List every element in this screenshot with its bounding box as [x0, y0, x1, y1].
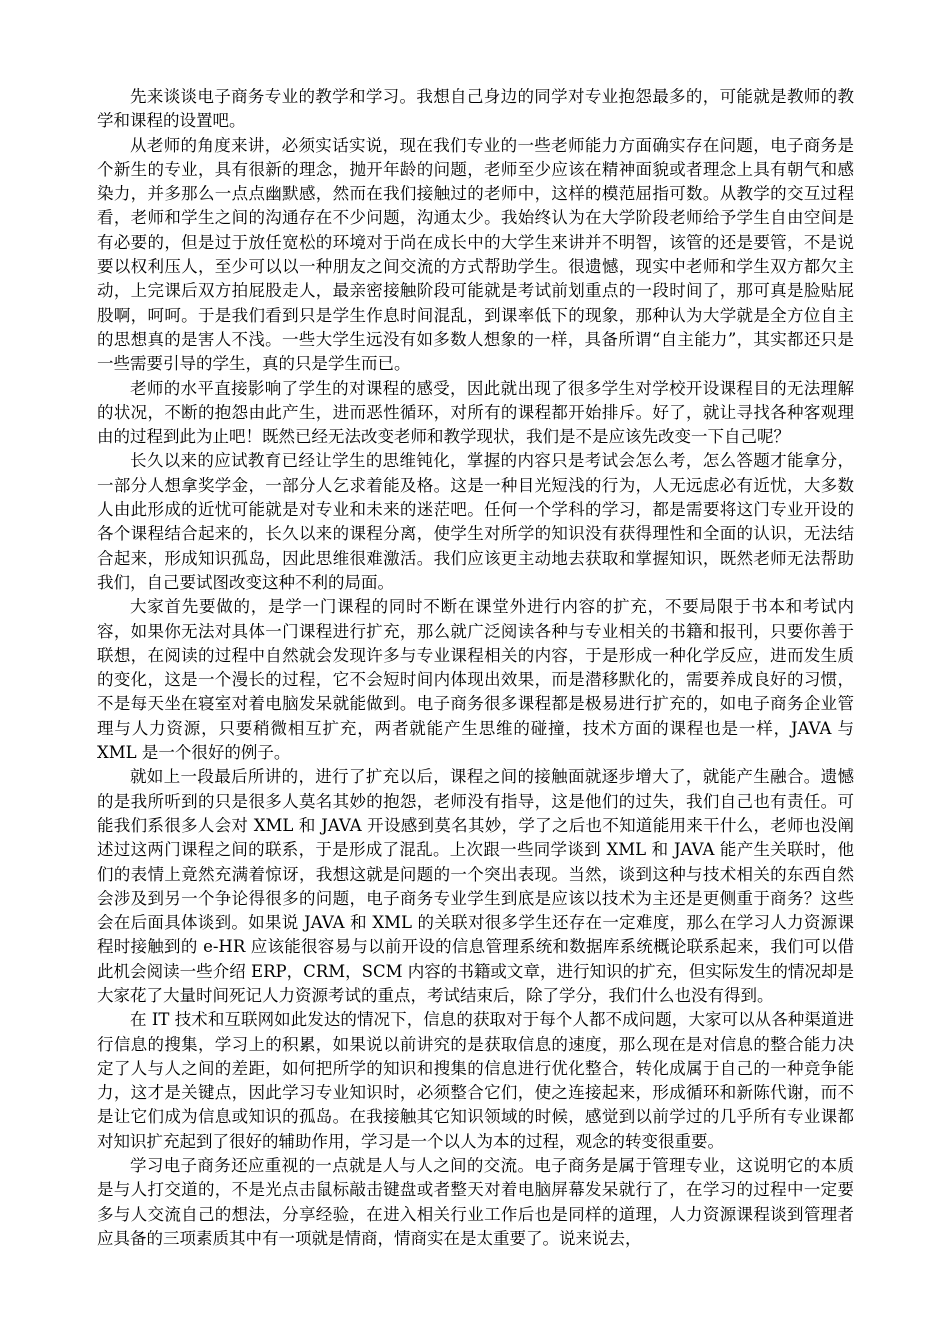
- paragraph-7: 在 IT 技术和互联网如此发达的情况下，信息的获取对于每个人都不成问题，大家可以从各种渠道进行信息的搜集，学习上的积累，如果说以前讲究的是获取信息的速度，那么现在是对信息的整合能力决定了人与人之间的差距，如何把所学的知识和搜集的信息进行优化整合，转化成属于自己的一种竞争能力，这才是关键点，因此学习专业知识时，必须整合它们，使之连接起来，形成循环和新陈代谢，而不是让它们成为信息或知识的孤岛。在我接触其它知识领域的时候，感觉到以前学过的几乎所有专业课都对知识扩充起到了很好的辅助作用，学习是一个以人为本的过程，观念的转变很重要。: [97, 1010, 854, 1151]
- paragraph-2: 从老师的角度来讲，必须实话实说，现在我们专业的一些老师能力方面确实存在问题，电子商务是个新生的专业，具有很新的理念，抛开年龄的问题，老师至少应该在精神面貌或者理念上具有朝气和感染力，并多那么一点点幽默感，然而在我们接触过的老师中，这样的模范屈指可数。从教学的交互过程看，老师和学生之间的沟通存在不少问题，沟通太少。我始终认为在大学阶段老师给予学生自由空间是有必要的，但是过于放任宽松的环境对于尚在成长中的大学生来讲并不明智，该管的还是要管，不是说要以权利压人，至少可以以一种朋友之间交流的方式帮助学生。很遗憾，现实中老师和学生双方都欠主动，上完课后双方拍屁股走人，最亲密接触阶段可能就是考试前划重点的一段时间了，那可真是脸贴屁股啊，呵呵。于是我们看到只是学生作息时间混乱，到课率低下的现象，那种认为大学就是全方位自主的思想真的是害人不浅。一些大学生远没有如多数人想象的一样，具备所谓“自主能力”，其实都还只是一些需要引导的学生，真的只是学生而已。: [97, 135, 854, 374]
- paragraph-5: 大家首先要做的，是学一门课程的同时不断在课堂外进行内容的扩充，不要局限于书本和考试内容，如果你无法对具体一门课程进行扩充，那么就广泛阅读各种与专业相关的书籍和报刊，只要你善于联想，在阅读的过程中自然就会发现许多与专业课程相关的内容，于是形成一种化学反应，进而发生质的变化，这是一个漫长的过程，它不会短时间内体现出效果，而是潜移默化的，需要养成良好的习惯，不是每天坐在寝室对着电脑发呆就能做到。电子商务很多课程都是极易进行扩充的，如电子商务企业管理与人力资源，只要稍微相互扩充，两者就能产生思维的碰撞，技术方面的课程也是一样，JAVA 与 XML 是一个很好的例子。: [97, 597, 854, 763]
- document-body: [97, 85, 854, 1251]
- paragraph-3: 老师的水平直接影响了学生的对课程的感受，因此就出现了很多学生对学校开设课程目的无法理解的状况，不断的抱怨由此产生，进而恶性循环，对所有的课程都开始排斥。好了，就让寻找各种客观理由的过程到此为止吧！既然已经无法改变老师和教学现状，我们是不是应该先改变一下自己呢？: [97, 378, 854, 447]
- paragraph-8: 学习电子商务还应重视的一点就是人与人之间的交流。电子商务是属于管理专业，这说明它的本质是与人打交道的，不是光点击鼠标敲击键盘或者整天对着电脑屏幕发呆就行了，在学习的过程中一定要多与人交流自己的想法，分享经验，在进入相关行业工作后也是同样的道理，人力资源课程谈到管理者应具备的三项素质其中有一项就是情商，情商实在是太重要了。说来说去，: [97, 1156, 854, 1248]
- paragraph-1: 先来谈谈电子商务专业的教学和学习。我想自己身边的同学对专业抱怨最多的，可能就是教师的教学和课程的设置吧。: [97, 87, 854, 131]
- paragraph-4: 长久以来的应试教育已经让学生的思维钝化，掌握的内容只是考试会怎么考，怎么答题才能拿分，一部分人想拿奖学金，一部分人乞求着能及格。这是一种目光短浅的行为，人无远虑必有近忧，大多数人由此形成的近忧可能就是对专业和未来的迷茫吧。任何一个学科的学习，都是需要将这门专业开设的各个课程结合起来的，长久以来的课程分离，使学生对所学的知识没有获得理性和全面的认识，无法结合起来，形成知识孤岛，因此思维很难激活。我们应该更主动地去获取和掌握知识，既然老师无法帮助我们，自己要试图改变这种不利的局面。: [97, 451, 854, 592]
- paragraph-6: 就如上一段最后所讲的，进行了扩充以后，课程之间的接触面就逐步增大了，就能产生融合。遗憾的是我所听到的只是很多人莫名其妙的抱怨，老师没有指导，这是他们的过失，我们自己也有责任。可能我们系很多人会对 XML 和 JAVA 开设感到莫名其妙，学了之后也不知道能用来干什么，老师也没阐述过这两门课程之间的联系，于是形成了混乱。上次跟一些同学谈到 XML 和 JAVA 能产生关联时，他们的表情上竟然充满着惊讶，我想这就是问题的一个突出表现。当然，谈到这种与技术相关的东西自然会涉及到另一个争论得很多的问题，电子商务专业学生到底是应该以技术为主还是更侧重于商务？这些会在后面具体谈到。如果说 JAVA 和 XML 的关联对很多学生还存在一定难度，那么在学习人力资源课程时接触到的 e-HR 应该能很容易与以前开设的信息管理系统和数据库系统概论联系起来，我们可以借此机会阅读一些介绍 ERP，CRM，SCM 内容的书籍或文章，进行知识的扩充，但实际发生的情况却是大家花了大量时间死记人力资源考试的重点，考试结束后，除了学分，我们什么也没有得到。: [97, 767, 854, 1005]
